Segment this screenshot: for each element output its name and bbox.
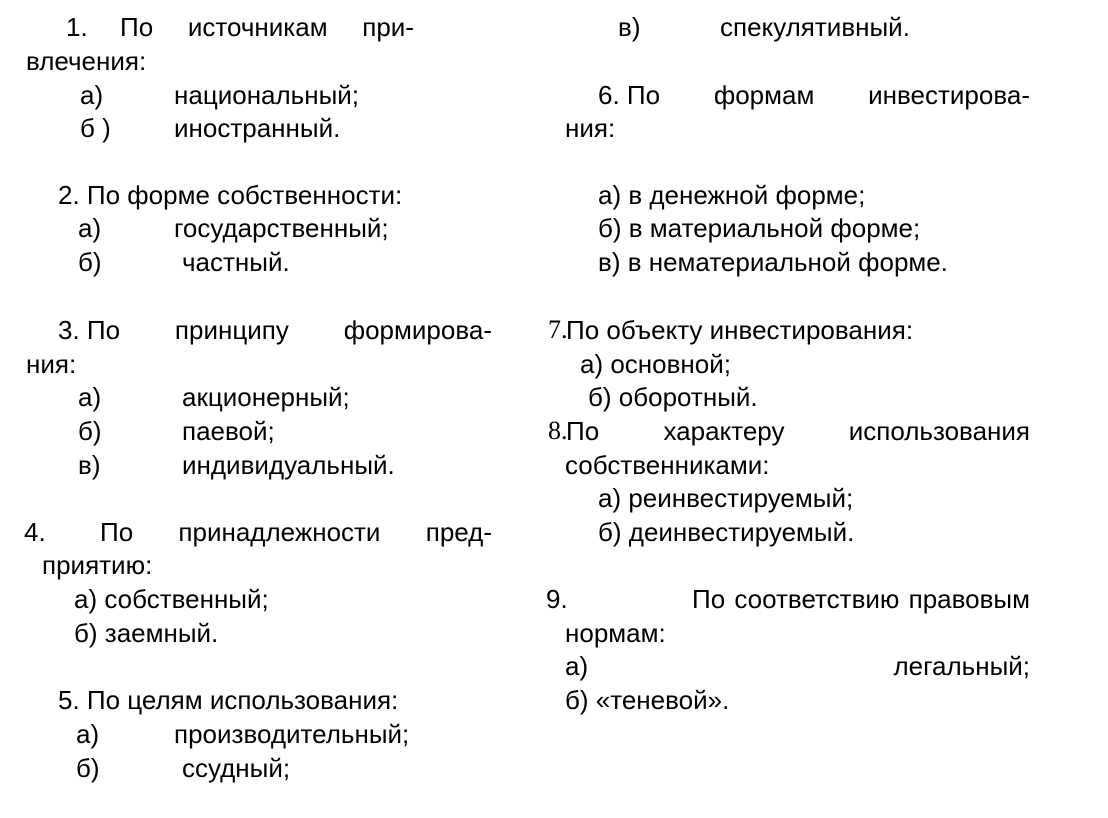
- section-9-number: 9.: [546, 584, 568, 614]
- list-item-text: акционерный;: [182, 382, 350, 412]
- heading-word: По: [120, 12, 154, 42]
- list-item: а) основной;: [580, 349, 731, 379]
- list-item-text: спекулятивный.: [720, 12, 910, 42]
- list-item-text: государственный;: [174, 213, 389, 243]
- list-item-letter: а): [76, 719, 100, 749]
- list-item: а) собственный;: [74, 584, 269, 614]
- list-item: б) в материальной форме;: [598, 213, 921, 243]
- section-4-number: 4.: [24, 517, 46, 547]
- list-item-letter: а): [78, 382, 102, 412]
- section-3-heading-line1: [58, 315, 492, 345]
- section-1-heading-line2: влечения:: [26, 46, 147, 76]
- section-4-heading-line2: приятию:: [42, 550, 153, 580]
- heading-word: источникам: [187, 12, 328, 42]
- list-item-letter: б): [76, 753, 100, 783]
- list-item: в) в нематериальной форме.: [598, 247, 948, 277]
- list-item-text: легальный;: [893, 651, 1030, 681]
- list-item-letter: а): [565, 651, 589, 681]
- section-4-heading-line1: [100, 517, 492, 547]
- list-item-letter: б): [78, 247, 102, 277]
- section-8-heading-line2: собственниками:: [565, 450, 770, 480]
- section-2-heading: 2. По форме собственности:: [58, 180, 403, 210]
- list-item-text: индивидуальный.: [182, 450, 395, 480]
- section-3-heading-line2: ния:: [26, 349, 77, 379]
- section-6-heading-line1: [598, 80, 1030, 110]
- section-6-heading-line2: ния:: [565, 113, 616, 143]
- list-item: б) оборотный.: [588, 382, 758, 412]
- list-item-letter: б ): [80, 113, 111, 143]
- list-item: а) реинвестируемый;: [598, 483, 854, 513]
- section-9-heading-line1: По соответствию правовым: [692, 584, 1030, 614]
- list-item: б) деинвестируемый.: [598, 517, 855, 547]
- section-1-heading-line1: [120, 12, 414, 42]
- section-9-heading-line2: нормам:: [565, 618, 666, 648]
- section-8-heading-line1: [566, 416, 1030, 446]
- list-item-text: частный.: [182, 247, 290, 277]
- section-5-heading: 5. По целям использования:: [58, 685, 399, 715]
- section-7-heading: По объекту инвестирования:: [566, 315, 914, 345]
- section-8-number: 8.: [548, 416, 568, 445]
- list-item-text: производительный;: [174, 719, 410, 749]
- list-item-text: иностранный.: [174, 113, 341, 143]
- list-item-letter: б): [78, 416, 102, 446]
- list-item-letter: а): [80, 80, 104, 110]
- list-item-text: паевой;: [182, 416, 275, 446]
- heading-word: формирова-: [343, 315, 492, 345]
- list-item-letter: в): [618, 12, 641, 42]
- heading-word: инвестирова-: [868, 80, 1030, 110]
- heading-word: при-: [362, 12, 414, 42]
- heading-word: формам: [713, 80, 815, 110]
- heading-word: принадлежности: [178, 517, 381, 547]
- list-item: б) «теневой».: [565, 685, 730, 715]
- list-item: а) в денежной форме;: [598, 180, 866, 210]
- list-item-letter: в): [78, 450, 101, 480]
- heading-word: 3. По: [58, 315, 121, 345]
- section-7-number: 7.: [548, 315, 568, 344]
- heading-word: 6. По: [598, 80, 661, 110]
- heading-word: характеру: [663, 416, 785, 446]
- list-item-text: ссудный;: [182, 753, 291, 783]
- heading-word: принципу: [174, 315, 289, 345]
- section-1-number: 1.: [66, 12, 88, 42]
- list-item: [565, 651, 1030, 681]
- heading-word: использования: [848, 416, 1030, 446]
- heading-word: По: [100, 517, 134, 547]
- heading-word: пред-: [425, 517, 492, 547]
- list-item-text: национальный;: [174, 80, 360, 110]
- list-item-letter: а): [78, 213, 102, 243]
- heading-word: По: [566, 416, 600, 446]
- list-item: б) заемный.: [74, 618, 219, 648]
